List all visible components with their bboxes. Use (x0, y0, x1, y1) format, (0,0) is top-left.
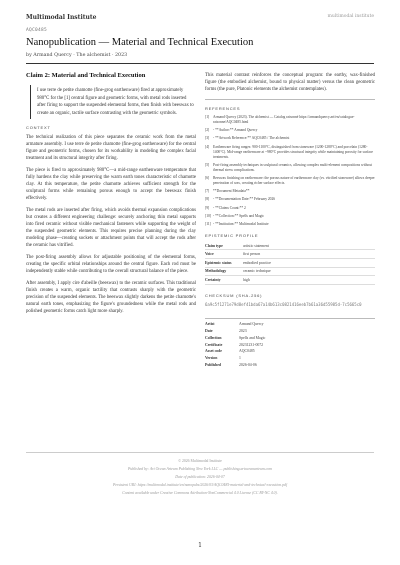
reference-text: **Document Metadata** (213, 189, 250, 194)
reference-number: [2] (205, 128, 210, 133)
profile-key: Methodology (205, 267, 243, 276)
checksum-value: 6a9c5f1271e79d8ef41bda67a14b613c0821416eeb7b61a36d55985d-7c5665c0 (205, 301, 362, 307)
table-row (205, 259, 375, 268)
checksum-label: CHECKSUM (SHA-256) (205, 292, 263, 298)
body-paragraph: The metal rods are inserted after firing, which avoids thermal expansion complications but creates a different engineering challenge: securely anchoring thin metal supports into fired ceramic without visible mechanical fasteners while supporting the weight of the suspended geometric elements. This requires precise planning during the clay modeling phase—creating sockets or attachment points that will accept the rods after the ceramic has vitrified. (26, 208, 196, 249)
references-list (205, 115, 375, 227)
table-row (205, 328, 265, 335)
reference-text: - **Claims Count:** 2 (213, 205, 246, 210)
table-row (205, 267, 375, 276)
epistemic-profile-label: EPISTEMIC PROFILE (205, 232, 259, 238)
reference-text: - **Institution:** Multimodal Institute (213, 221, 269, 226)
reference-item (205, 115, 375, 125)
institute-name-right: multimodal institute (327, 14, 374, 19)
page-title: Nanopublication — Material and Technical Execution (26, 37, 254, 48)
page-number: 1 (198, 542, 202, 549)
reference-text: - **Documentation Date:** February 2026 (213, 197, 276, 202)
meta-value: 2026-04-06 (239, 362, 257, 367)
metadata-table (205, 321, 265, 368)
intro-paragraph: This material contrast reinforces the conceptual program: the earthy, wax-finished figure (the embodied alchemist, bound to physical matter) versus the clean geometric forms (the pure, Platonic elements the alchemist contemplates). (205, 73, 375, 92)
footer-copyright: © 2026 Multimodal Institute (178, 459, 222, 463)
profile-value: first person (243, 250, 375, 259)
meta-key: Artist (205, 322, 215, 327)
table-row (205, 276, 375, 285)
reference-text[interactable]: Armand Quercy (2023). The alchemist — Catalog raisonné https://armandquercy.art/en/catalogue-raisonne/AQC0485.html (213, 115, 355, 124)
profile-value: embodied practice (243, 259, 375, 268)
profile-key: Certainty (205, 276, 243, 285)
byline: by Armand Quercy · The alchemist · 2023 (26, 53, 128, 58)
reference-text: Earthenware firing ranges: 900-1100°C, distinguished from stoneware (1200-1280°C) and porcelain (1280-1400°C). Mid-range earthenware at ~980°C provides structural integrity while maintaining porosity for surface treatments. (213, 144, 374, 159)
reference-number: [9] (205, 205, 210, 210)
profile-key: Claim type (205, 242, 243, 250)
footer-pub-date: Date of publication: 2026-04-07 (175, 475, 225, 479)
meta-value: 1 (239, 356, 241, 361)
top-bar (26, 14, 374, 24)
meta-value: AQC0485 (239, 349, 255, 354)
references-rule (205, 99, 375, 100)
reference-item (205, 128, 375, 133)
reference-number: [1] (205, 115, 210, 119)
page-footer (26, 452, 374, 497)
meta-value: Spells and Magic (239, 335, 266, 340)
meta-key: Collection (205, 335, 222, 340)
abstract-box (30, 85, 196, 119)
body-paragraph: The piece is fired to approximately 980°C—a mid-range earthenware temperature that fully hardens the clay while preserving the warm earth tones characteristic of chamotte clay. At this temperature, the petite chamotte achieves sufficient strength for the sculptural forms while remaining porous enough to accept the beeswax finish effectively. (26, 168, 196, 202)
table-row (205, 242, 375, 250)
profile-value: ceramic technique (243, 267, 375, 276)
reference-text: - **Author:** Armand Quercy (213, 128, 258, 133)
reference-number: [10] (205, 213, 211, 218)
metadata-block (205, 318, 375, 368)
epistemic-profile-table (205, 242, 375, 285)
reference-item (205, 214, 375, 219)
meta-key: Version (205, 356, 218, 361)
table-row (205, 355, 265, 362)
reference-number: [4] (205, 144, 210, 149)
reference-number: [11] (205, 221, 211, 226)
meta-key: Certificate (205, 342, 223, 347)
left-column (26, 72, 196, 320)
body-paragraph: After assembly, I apply cire d'abeille (beeswax) to the ceramic surfaces. This traditional finish creates a warm, organic tactility that contrasts sharply with the geometric precision of the suspended elements. The beeswax slightly darkens the petite chamotte's natural earth tones, emphasizing the figure's groundedness while the metal rods and polished geometric forms catch light more sharply. (26, 281, 196, 315)
reference-text: - **Collection:** Spells and Magic (213, 213, 265, 218)
claim-heading: Claim 2: Material and Technical Execution (26, 72, 146, 79)
meta-value: 20231231-0072 (239, 342, 264, 347)
footer-publisher[interactable]: Published by: Art Ocean Arteum Publishing New York LLC — publishing.artoceanarteum.com (128, 467, 272, 471)
reference-text: - **Artwork Reference:** AQC0485 / The alchemist (213, 136, 290, 141)
table-row (205, 321, 265, 328)
abstract-text: I use terre de petite chamotte (fine-grog earthenware) fired at approximately 980°C for the [1] central figure and geometric forms, with metal rods inserted after firing to support the suspended elemental forms, then finish with beeswax to create an organic, tactile surface contrasting with the geometric symbols. (37, 88, 194, 116)
reference-number: [5] (205, 162, 210, 167)
reference-number: [7] (205, 189, 210, 194)
reference-item (205, 189, 375, 194)
reference-item (205, 145, 375, 160)
reference-text: Post-firing assembly techniques in sculptural ceramics, allowing complex multi-element compositions without thermal stress complications. (213, 162, 372, 172)
reference-text: Beeswax finishing on earthenware: the porous nature of earthenware clay (vs. vitrified stoneware) allows deeper penetration of wax, creating richer surface effects. (213, 175, 375, 185)
footer-license: Content available under Creative Commons Attribution-NonCommercial 4.0 License (CC BY-NC 4.0). (122, 491, 278, 495)
meta-key: Asset code (205, 349, 222, 354)
reference-item (205, 222, 375, 227)
right-column (205, 72, 375, 368)
reference-item (205, 197, 375, 202)
meta-value: Armand Quercy (239, 322, 264, 327)
institute-name: Multimodal Institute (26, 14, 97, 21)
reference-number: [6] (205, 175, 210, 180)
reference-number: [8] (205, 197, 210, 202)
table-row (205, 362, 265, 369)
meta-key: Published (205, 362, 222, 367)
table-row (205, 250, 375, 259)
reference-item (205, 176, 375, 186)
profile-key: Epistemic status (205, 259, 243, 268)
header-rule (26, 63, 374, 64)
references-label: REFERENCES (205, 106, 241, 111)
asset-code: AQC0485 (26, 28, 48, 33)
reference-item (205, 136, 375, 141)
table-row (205, 348, 265, 355)
body-paragraph: The technical realization of this piece separates the ceramic work from the metal armature assembly. I use terre de petite chamotte (fine-grog earthenware) for the central figure and geometric forms, chosen for its workability in modeling the complex facial treatment and its structural integrity after firing. (26, 135, 196, 162)
context-label: CONTEXT (26, 125, 51, 131)
table-row (205, 334, 265, 341)
meta-value: 2023 (239, 329, 247, 334)
profile-value: high (243, 276, 375, 285)
body-paragraph: The post-firing assembly allows for adjustable positioning of the elemental forms, creating the specific orbital relationships around the central figure. Each rod must be independently stable while contributing to the overall structural balance of the piece. (26, 255, 196, 275)
reference-number: [3] (205, 136, 210, 141)
reference-item (205, 163, 375, 173)
profile-value: artistic statement (243, 242, 375, 250)
profile-key: Voice (205, 250, 243, 259)
footer-uri[interactable]: Persistent URI: https://multimodal.institute/en/nanopubs/2026/03/AQC0485-material-and-technical-execution.pdf (113, 483, 287, 487)
reference-item (205, 206, 375, 211)
meta-key: Date (205, 329, 213, 334)
table-row (205, 341, 265, 348)
